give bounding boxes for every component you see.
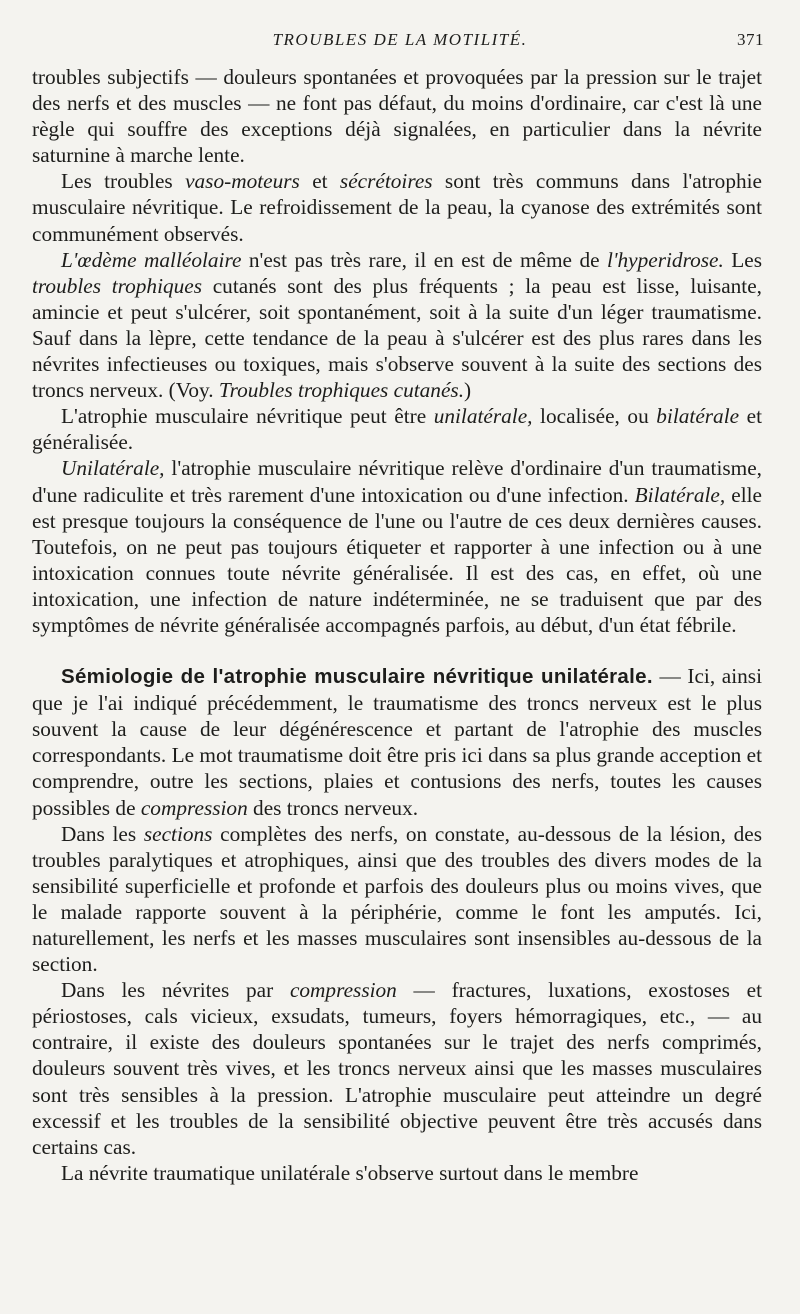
- paragraph: [32, 977, 762, 1160]
- paragraph: [32, 455, 762, 638]
- body-text: [32, 64, 762, 1186]
- paragraph: [32, 663, 762, 821]
- text-run: localisée, ou: [532, 404, 657, 429]
- page-number: 371: [737, 30, 764, 49]
- text-run: et généralisée.: [32, 404, 762, 455]
- text-run: n'est pas très rare, il en est de même de: [241, 247, 608, 272]
- text-run: La névrite traumatique unilatérale s'observe surtout dans le membre: [61, 1160, 639, 1185]
- emphasis: compression: [289, 978, 397, 1003]
- paragraph: [32, 247, 762, 404]
- text-run: elle est presque toujours la conséquence de l'une ou l'autre de ces deux dernières causes. Toutefois, on ne peut pas toujours étiqueter et rapporter à une infection ou à une intoxication connues toute névrite généralisée. Il est des cas, en effet, où une intoxication, une infection de nature indéterminée, ne se traduisent que par des symptômes de névrite généralisée accompagnés parfois, au début, d'un état fébrile.: [32, 482, 762, 637]
- emphasis: sections: [143, 821, 213, 846]
- text-run: complètes des nerfs, on constate, au-dessous de la lésion, des troubles paralytiques et atrophiques, ainsi que des troubles des divers modes de la sensibilité superficielle et profonde et parfois des douleurs plus ou moins vives, que le malade rapporte souvent à la périphérie, comme le font les amputés. Ici, naturellement, les nerfs et les masses musculaires sont insensibles au-dessous de la section.: [32, 821, 762, 977]
- paragraph: [32, 168, 762, 246]
- emphasis: Troubles trophiques cutanés.: [218, 378, 465, 403]
- text-run: Dans les: [61, 821, 144, 846]
- paragraph: [32, 1160, 762, 1186]
- text-run: Les: [723, 247, 763, 272]
- emphasis: Bilatérale,: [634, 482, 726, 507]
- emphasis: L'œdème malléolaire: [61, 247, 242, 272]
- text-run: Les troubles: [61, 169, 186, 194]
- emphasis: Unilatérale,: [61, 456, 165, 481]
- text-run: sont très communs dans l'atrophie musculaire névritique. Le refroidissement de la peau, la cyanose des extrémités sont communément observés.: [32, 169, 762, 246]
- emphasis: unilatérale,: [433, 404, 533, 429]
- text-run: cutanés sont des plus fréquents ; la peau est lisse, luisante, amincie et peut s'ulcérer, soit spontanément, soit à la suite d'un léger traumatisme. Sauf dans la lèpre, cette tendance de la peau à s'ulcérer est des plus rares dans les névrites infectieuses ou toxiques, mais s'observe souvent à la suite des sections des troncs nerveux. (Voy.: [32, 273, 762, 403]
- section-heading: Sémiologie de l'atrophie musculaire névritique unilatérale.: [61, 665, 653, 689]
- text-run: troubles subjectifs — douleurs spontanées et provoquées par la pression sur le trajet des nerfs et des muscles — ne font pas défaut, du moins d'ordinaire, car c'est là une règle qui souffre des exceptions déjà signalées, en particulier dans la névrite saturnine à marche lente.: [32, 65, 762, 168]
- running-head: [0, 28, 800, 54]
- paragraph: [32, 821, 762, 978]
- paragraph: [32, 403, 762, 455]
- emphasis: troubles trophiques: [32, 273, 203, 298]
- text-run: et: [299, 169, 340, 194]
- text-run: ): [464, 378, 472, 403]
- text-run: l'atrophie musculaire névritique relève d'ordinaire d'un traumatisme, d'une radiculite et très rarement d'une intoxication ou d'une infection.: [32, 456, 762, 507]
- emphasis: bilatérale: [656, 404, 740, 429]
- section-gap: [32, 638, 762, 663]
- text-run: — Ici, ainsi que je l'ai indiqué précédemment, le traumatisme des troncs nerveux est le plus souvent la cause de leur dégénérescence et partant de l'atrophie des muscles correspondants. Le mot traumatisme doit être pris ici dans sa plus grande acception et comprendre, outre les sections, plaies et contusions des nerfs, toutes les causes possibles de: [32, 664, 762, 820]
- emphasis: compression: [140, 795, 248, 820]
- text-run: L'atrophie musculaire névritique peut être: [61, 404, 434, 429]
- paragraph: [32, 64, 762, 168]
- text-run: Dans les névrites par: [61, 978, 290, 1003]
- emphasis: l'hyperidrose.: [607, 247, 724, 272]
- emphasis: sécrétoires: [339, 169, 433, 194]
- emphasis: vaso-moteurs: [185, 169, 300, 194]
- text-run: des troncs nerveux.: [247, 795, 419, 820]
- text-run: — fractures, luxations, exostoses et périostoses, cals vicieux, exsudats, tumeurs, foyers hémorragiques, etc., — au contraire, il existe des douleurs spontanées sur le trajet des nerfs comprimés, douleurs souvent très vives, et les troncs nerveux ainsi que les masses musculaires sont très sensibles à la pression. L'atrophie musculaire peut atteindre un degré excessif et les troubles de la sensibilité objective peuvent être très accusés dans certains cas.: [32, 978, 762, 1159]
- running-title: TROUBLES DE LA MOTILITÉ.: [272, 30, 528, 49]
